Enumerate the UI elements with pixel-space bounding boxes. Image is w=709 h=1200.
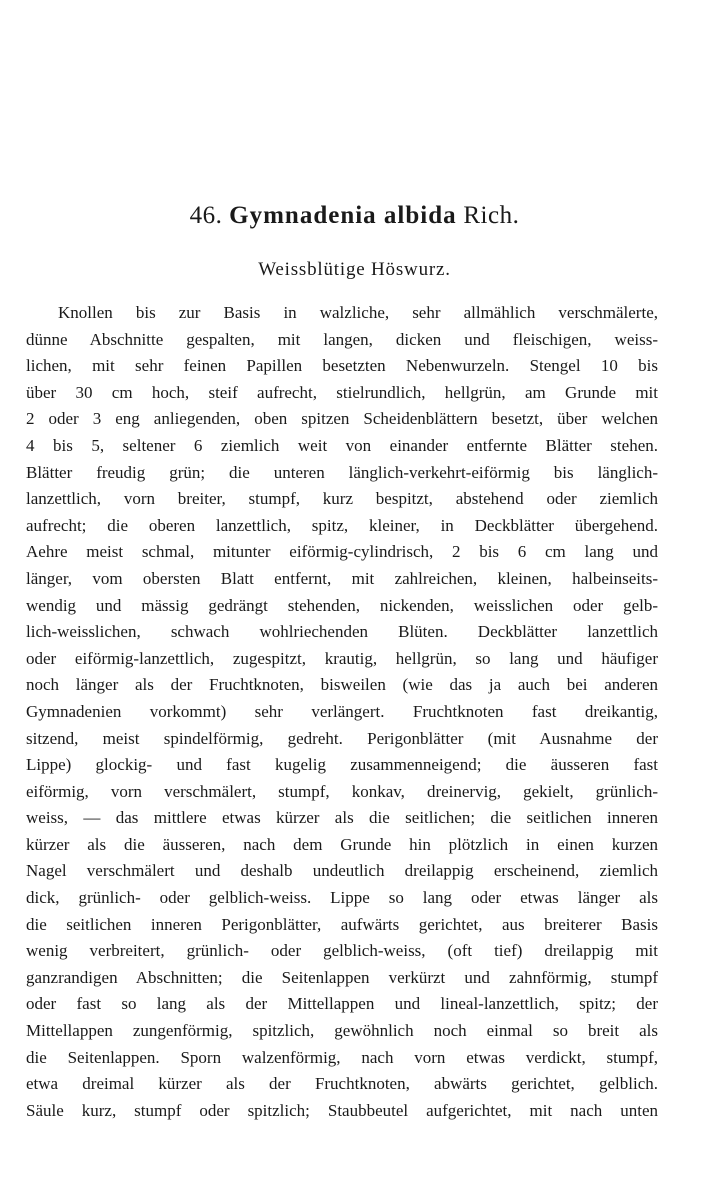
text-line: weiss, — das mittlere etwas kürzer als die seitlichen; die seitlichen inneren [26, 808, 658, 828]
text-line: eiförmig, vorn verschmälert, stumpf, konkav, dreinervig, gekielt, grünlich- [26, 781, 658, 801]
text-line: lanzettlich, vorn breiter, stumpf, kurz bespitzt, abstehend oder ziemlich [26, 489, 658, 509]
text-line: noch länger als der Fruchtknoten, bisweilen (wie das ja auch bei anderen [26, 675, 658, 695]
text-line: aufrecht; die oberen lanzettlich, spitz, kleiner, in Deckblätter übergehend. [26, 515, 658, 535]
species-name: Gymnadenia albida [229, 202, 457, 229]
text-line: Blätter freudig grün; die unteren länglich-verkehrt-eiförmig bis länglich- [26, 462, 658, 482]
species-author: Rich. [463, 202, 520, 229]
text-line: wenig verbreitert, grünlich- oder gelblich-weiss, (oft tief) dreilappig mit [26, 941, 658, 961]
text-line: Mittellappen zungenförmig, spitzlich, gewöhnlich noch einmal so breit als [26, 1021, 658, 1041]
text-line: Lippe) glockig- und fast kugelig zusammenneigend; die äusseren fast [26, 755, 658, 775]
text-line: Säule kurz, stumpf oder spitzlich; Staubbeutel aufgerichtet, mit nach unten [26, 1100, 658, 1120]
text-line: ganzrandigen Abschnitten; die Seitenlappen verkürzt und zahnförmig, stumpf [26, 967, 658, 987]
text-line: Gymnadenien vorkommt) sehr verlängert. Fruchtknoten fast dreikantig, [26, 701, 658, 721]
text-line: Aehre meist schmal, mitunter eiförmig-cylindrisch, 2 bis 6 cm lang und [26, 542, 658, 562]
text-line: lich-weisslichen, schwach wohlriechenden Blüten. Deckblätter lanzettlich [26, 622, 658, 642]
text-line: Nagel verschmälert und deshalb undeutlich dreilappig erscheinend, ziemlich [26, 861, 658, 881]
text-line: über 30 cm hoch, steif aufrecht, stielrundlich, hellgrün, am Grunde mit [26, 382, 658, 402]
species-heading [0, 202, 709, 230]
text-line: die Seitenlappen. Sporn walzenförmig, nach vorn etwas verdickt, stumpf, [26, 1047, 658, 1067]
text-line: die seitlichen inneren Perigonblätter, aufwärts gerichtet, aus breiterer Basis [26, 914, 658, 934]
text-line: länger, vom obersten Blatt entfernt, mit zahlreichen, kleinen, halbeinseits- [26, 568, 658, 588]
text-line: wendig und mässig gedrängt stehenden, nickenden, weisslichen oder gelb- [26, 595, 658, 615]
text-line: lichen, mit sehr feinen Papillen besetzten Nebenwurzeln. Stengel 10 bis [26, 356, 658, 376]
text-line: 4 bis 5, seltener 6 ziemlich weit von einander entfernte Blätter stehen. [26, 435, 658, 455]
common-name: Weissblütige Höswurz. [258, 259, 451, 280]
text-line: oder fast so lang als der Mittellappen und lineal-lanzettlich, spitz; der [26, 994, 658, 1014]
text-line: kürzer als die äusseren, nach dem Grunde hin plötzlich in einen kurzen [26, 834, 658, 854]
text-line: Knollen bis zur Basis in walzliche, sehr allmählich verschmälerte, [58, 303, 658, 322]
text-line: dick, grünlich- oder gelblich-weiss. Lippe so lang oder etwas länger als [26, 888, 658, 908]
text-line: 2 oder 3 eng anliegenden, oben spitzen Scheidenblättern besetzt, über welchen [26, 409, 658, 429]
text-line: etwa dreimal kürzer als der Fruchtknoten, abwärts gerichtet, gelblich. [26, 1074, 658, 1094]
species-number: 46. [189, 202, 223, 229]
text-line: oder eiförmig-lanzettlich, zugespitzt, krautig, hellgrün, so lang und häufiger [26, 648, 658, 668]
description-text [26, 300, 658, 1124]
text-line: sitzend, meist spindelförmig, gedreht. Perigonblätter (mit Ausnahme der [26, 728, 658, 748]
text-line: dünne Abschnitte gespalten, mit langen, dicken und fleischigen, weiss- [26, 329, 658, 349]
